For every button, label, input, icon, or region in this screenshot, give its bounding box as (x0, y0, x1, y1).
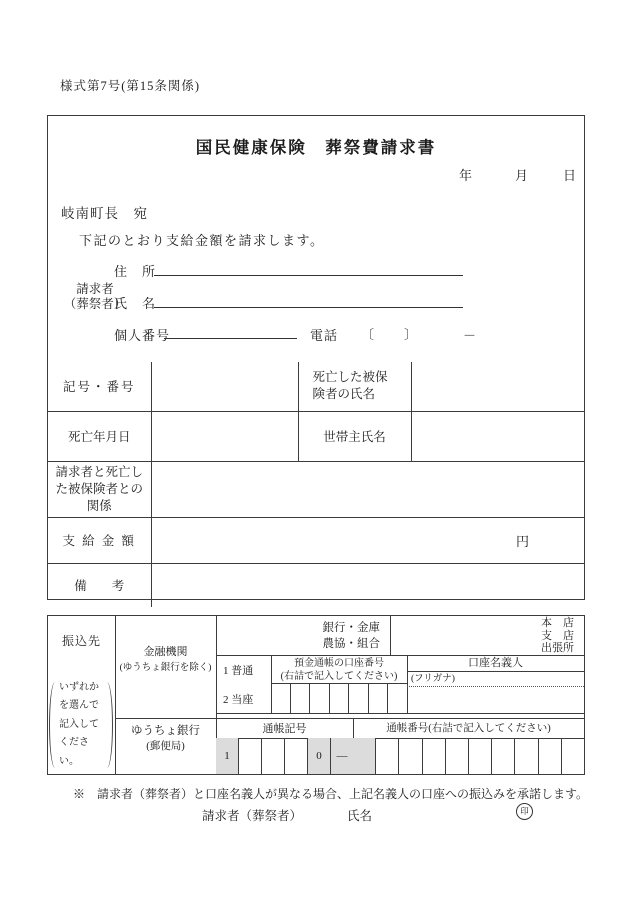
account-type-futsu[interactable]: 1 普通 (223, 664, 254, 677)
form-title: 国民健康保険 葬祭費請求書 (195, 138, 437, 157)
number-cell[interactable] (538, 738, 561, 774)
account-holder-column (407, 655, 584, 715)
account-number-cell[interactable] (368, 683, 388, 713)
deceased-name-label: 死亡した被保険者の氏名 (298, 362, 411, 411)
symbol-cell[interactable] (284, 738, 307, 774)
table-row (48, 563, 584, 607)
signature-name-label: 氏名 (347, 809, 373, 823)
bank-type-line1: 銀行・金庫 (322, 622, 380, 634)
payment-amount-field[interactable] (151, 517, 584, 563)
claimant-label-line2: （葬祭者） (63, 297, 127, 311)
deceased-name-field[interactable] (411, 362, 584, 411)
address-input-line[interactable] (154, 260, 463, 276)
passbook-number-header: 通帳番号(右詰で記入してください) (386, 723, 551, 734)
number-cell[interactable] (561, 738, 584, 774)
account-number-header (271, 657, 407, 683)
date-month-label: 月 (515, 168, 529, 183)
account-number-cells (271, 683, 407, 713)
phone-bracket-open: 〔 (361, 327, 376, 342)
number-cell[interactable] (514, 738, 537, 774)
seal-text: 印 (520, 806, 529, 817)
branch-line-honten: 本 店 (541, 617, 574, 629)
name-label: 氏 名 (114, 296, 157, 311)
bank-type-line2: 農協・組合 (322, 638, 380, 650)
seal-mark (516, 803, 533, 820)
symbol-number-field[interactable] (151, 362, 298, 411)
table-row (48, 461, 584, 517)
note-line: いずれか (59, 681, 99, 693)
account-holder-header: 口座名義人 (407, 655, 584, 672)
account-type-options (216, 655, 271, 713)
passbook-symbol-header: 通帳記号 (262, 723, 307, 735)
left-paren-shape (49, 682, 59, 768)
note-line: ください。 (59, 737, 89, 767)
table-row (48, 517, 584, 563)
phone-dash: － (463, 328, 478, 343)
branch-type-labels[interactable] (390, 617, 580, 655)
main-form-box (47, 115, 585, 600)
payment-amount-label: 支 給 金 額 (48, 517, 151, 563)
right-paren-shape (103, 682, 113, 768)
account-number-cell[interactable] (329, 683, 349, 713)
personal-number-label: 個人番号 (114, 328, 171, 343)
table-row (48, 411, 584, 461)
transfer-destination-label: 振込先 (61, 634, 101, 648)
note-line: を選んで (59, 700, 99, 712)
yucho-bank-label (115, 724, 216, 754)
householder-label: 世帯主氏名 (298, 411, 411, 461)
symbol-cell-fixed: 0 (307, 738, 330, 774)
date-day-label: 日 (563, 168, 577, 183)
number-cell[interactable] (445, 738, 468, 774)
detail-table (48, 362, 584, 607)
branch-line-shiten: 支 店 (541, 629, 574, 642)
account-holder-field[interactable] (407, 687, 584, 715)
passbook-number-cells (353, 738, 584, 774)
death-date-field[interactable] (151, 411, 298, 461)
request-statement: 下記のとおり支給金額を請求します。 (79, 233, 325, 248)
choose-one-note (49, 682, 113, 768)
account-number-cell[interactable] (387, 683, 407, 713)
symbol-cell[interactable] (261, 738, 284, 774)
claimant-label-line1: 請求者 (76, 282, 114, 296)
account-type-toza[interactable]: 2 当座 (223, 693, 254, 706)
account-number-cell[interactable] (271, 683, 290, 713)
transfer-table (47, 615, 585, 775)
symbol-cell-dash: — (330, 738, 353, 774)
yucho-label-line: ゆうちょ銀行 (131, 725, 200, 737)
account-number-cell[interactable] (290, 683, 310, 713)
financial-institution-label (115, 644, 216, 676)
symbol-cell[interactable] (238, 738, 261, 774)
number-cell[interactable] (468, 738, 491, 774)
furigana-label: (フリガナ) (407, 672, 584, 687)
branch-line-shucchojo: 出張所 (541, 642, 574, 654)
yen-unit: 円 (515, 533, 529, 549)
date-year-label: 年 (459, 168, 473, 183)
number-cell[interactable] (375, 738, 398, 774)
number-cell-fixed (353, 738, 375, 774)
symbol-cell-fixed: 1 (216, 738, 238, 774)
remarks-label: 備 考 (48, 563, 151, 607)
passbook-symbol-cells (216, 738, 353, 774)
remarks-field[interactable] (151, 563, 584, 607)
number-cell[interactable] (398, 738, 421, 774)
phone-bracket-close: 〕 (404, 327, 419, 342)
number-cell[interactable] (422, 738, 445, 774)
householder-field[interactable] (411, 411, 584, 461)
divider (115, 718, 584, 719)
account-number-cell[interactable] (309, 683, 329, 713)
table-row (48, 362, 584, 411)
account-number-header-line1: 預金通帳の口座番号 (294, 658, 384, 669)
account-number-cell[interactable] (348, 683, 368, 713)
phone-label: 電話 (310, 328, 339, 343)
personal-number-input-line[interactable] (164, 324, 297, 339)
consent-note: ※ 請求者（葬祭者）と口座名義人が異なる場合、上記名義人の口座への振込みを承諾します。 (73, 787, 589, 801)
institution-label-line: 金融機関 (143, 646, 188, 658)
note-line: 記入して (59, 718, 99, 730)
addressee: 岐南町長 宛 (61, 206, 148, 221)
relationship-field[interactable] (151, 461, 584, 517)
yucho-postoffice-line: (郵便局) (146, 741, 185, 752)
form-number: 様式第7号(第15条関係) (60, 79, 201, 93)
relationship-label: 請求者と死亡した被保険者との関係 (48, 461, 151, 517)
death-date-label: 死亡年月日 (48, 411, 151, 461)
signature-claimant-label: 請求者（葬祭者） (202, 809, 303, 823)
account-number-header-line2: (右詰で記入してください) (280, 671, 398, 682)
symbol-number-label: 記号・番号 (48, 362, 151, 411)
number-cell[interactable] (491, 738, 514, 774)
institution-note-line: (ゆうちょ銀行を除く) (119, 663, 212, 673)
bank-type-labels[interactable] (216, 620, 386, 652)
name-input-line[interactable] (154, 292, 463, 308)
address-label: 住 所 (114, 264, 157, 279)
